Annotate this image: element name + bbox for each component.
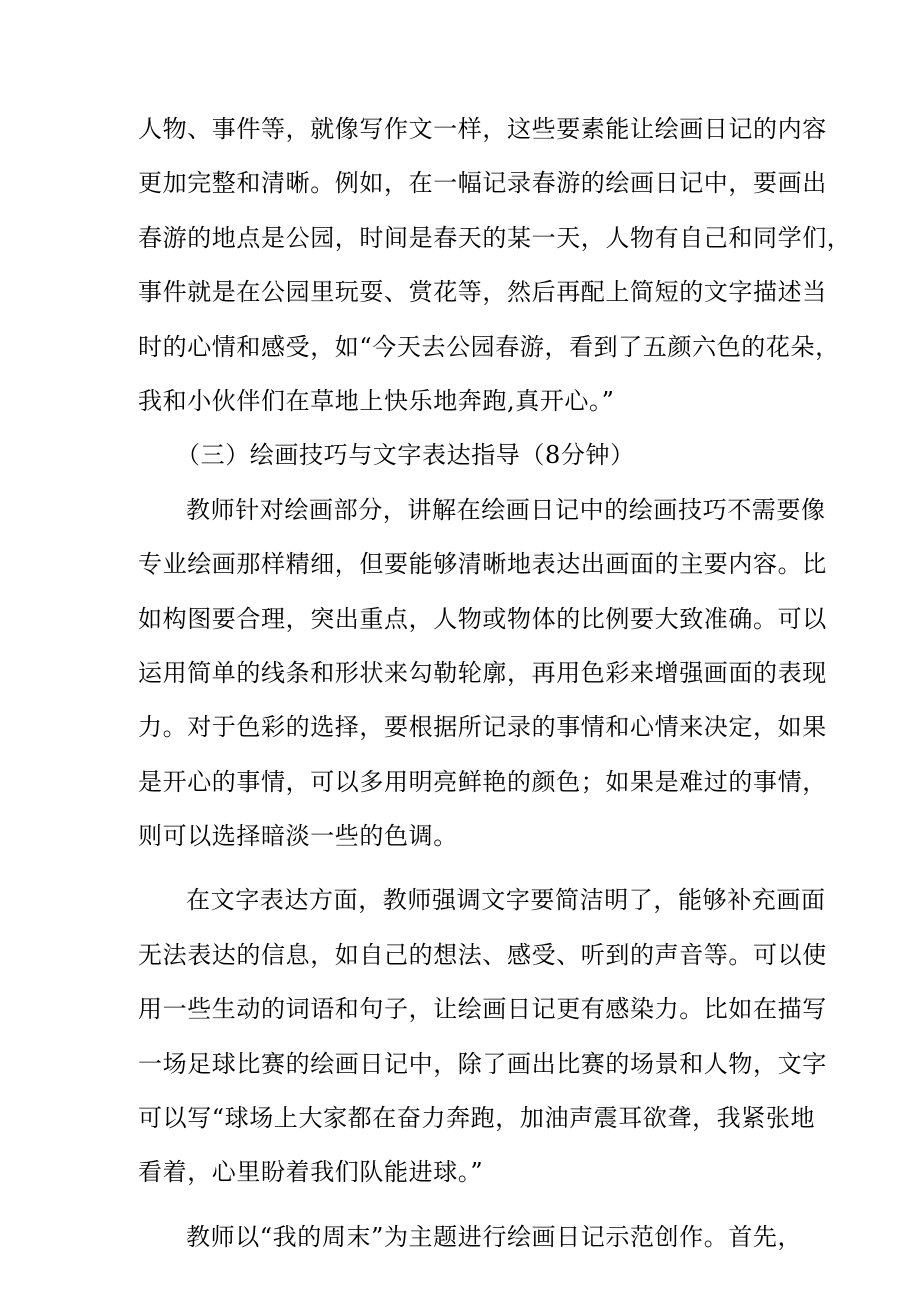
paragraph-gap — [138, 1200, 788, 1210]
text-line: 事件就是在公园里玩耍、赏花等，然后再配上简短的文字描述当 — [138, 278, 827, 307]
text-line: 我和小伙伴们在草地上快乐地奔跑,真开心。” — [138, 386, 615, 415]
text-line: 一场足球比赛的绘画日记中，除了画出比赛的场景和人物，文字 — [138, 1049, 827, 1078]
section-heading: （三）绘画技巧与文字表达指导（8分钟） — [176, 441, 635, 470]
text-line: 人物、事件等，就像写作文一样，这些要素能让绘画日记的内容 — [138, 115, 827, 143]
text-line: 是开心的事情，可以多用明亮鲜艳的颜色；如果是难过的事情， — [138, 767, 827, 796]
paragraph-gap — [138, 863, 788, 873]
text-line: 如构图要合理，突出重点，人物或物体的比例要大致准确。可以 — [138, 604, 827, 633]
text-line: 教师以“我的周末”为主题进行绘画日记示范创作。首先， — [186, 1222, 803, 1251]
paragraph-demo — [138, 1210, 803, 1264]
text-line: 运用简单的线条和形状来勾勒轮廓，再用色彩来增强画面的表现 — [138, 658, 827, 687]
text-line: 更加完整和清晰。例如，在一幅记录春游的绘画日记中，要画出 — [138, 169, 827, 198]
text-line: 专业绘画那样精细，但要能够清晰地表达出画面的主要内容。比 — [138, 550, 827, 579]
paragraph-drawing-tips — [138, 483, 827, 864]
text-line: 在文字表达方面，教师强调文字要简洁明了，能够补充画面 — [186, 886, 826, 915]
text-line: 时的心情和感受，如“今天去公园春游，看到了五颜六色的花朵， — [138, 332, 840, 361]
text-line: 可以写“球场上大家都在奋力奔跑，加油声震耳欲聋，我紧张地 — [138, 1104, 816, 1133]
paragraph-writing-tips — [138, 873, 827, 1199]
text-line: 无法表达的信息，如自己的想法、感受、听到的声音等。可以使 — [138, 940, 827, 969]
text-line: 教师针对绘画部分，讲解在绘画日记中的绘画技巧不需要像 — [186, 495, 826, 524]
text-line: 则可以选择暗淡一些的色调。 — [138, 822, 458, 851]
text-line: 力。对于色彩的选择，要根据所记录的事情和心情来决定，如果 — [138, 713, 827, 742]
document-page — [138, 102, 852, 1264]
paragraph-continued — [138, 102, 852, 428]
text-line: 春游的地点是公园，时间是春天的某一天，人物有自己和同学们， — [138, 223, 852, 252]
text-line: 用一些生动的词语和句子，让绘画日记更有感染力。比如在描写 — [138, 995, 827, 1024]
text-line: 看着，心里盼着我们队能进球。” — [138, 1158, 484, 1187]
